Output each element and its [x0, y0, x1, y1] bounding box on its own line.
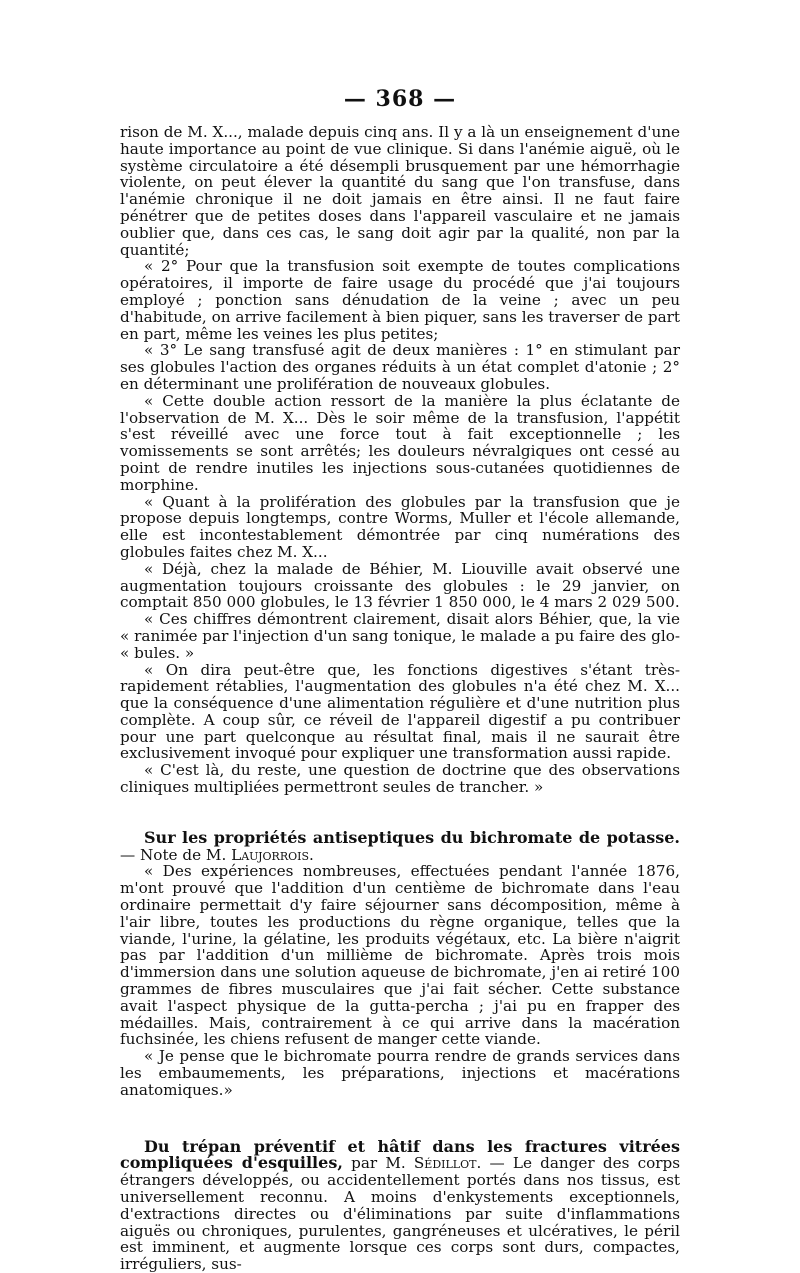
- paragraph-point-3: « 3° Le sang transfusé agit de deux manières : 1° en stimulant par ses globules l'action des organes réduits à un état complet d'atonie ; 2° en déterminant une prolifération de nouveaux globules.: [120, 341, 680, 393]
- paragraph-proliferation: « Quant à la prolifération des globules par la transfusion que je propose depuis longtemps, contre Worms, Muller et l'école allemande, elle est incontestablement démontrée par cinq numérations des globules faites chez M. X...: [120, 492, 680, 561]
- paragraph-digestive: « On dira peut-être que, les fonctions digestives s'étant très-rapidement rétablies, l'augmentation des globules n'a été chez M. X... que la conséquence d'une alimentation régulière et d'une nutrition plus complète. A coup sûr, ce réveil de l'appareil digestif a pu contribuer pour une part quelconque au résultat final, mais il ne saurait être exclusivement invoqué pour expliquer une transformation aussi rapide.: [120, 660, 680, 763]
- paragraph-experiments: « Des expériences nombreuses, effectuées pendant l'année 1876, m'ont prouvé que l'addition d'un centième de bichromate dans l'eau ordinaire permettait d'y faire séjourner sans décomposition, même à l'air libre, toutes les productions du règne organique, telles que la viande, l'urine, la gélatine, les produits végétaux, etc. La bière n'aigrit pas par l'addition d'un millième de bichromate. Après trois mois d'immersion dans une solution aqueuse de bichromate, j'en ai retiré 100 grammes de fibres musculaires que j'ai fait sécher. Cette substance avait l'aspect physique de la gutta-percha ; j'ai pu en frapper des médailles. Mais, contrairement à ce qui arrive dans la macération fuchsinée, les chiens refusent de manger cette viande.: [120, 862, 680, 1049]
- paragraph-continuation: rison de M. X..., malade depuis cinq ans. Il y a là un enseignement d'une haute importance au point de vue clinique. Si dans l'anémie aiguë, où le système circulatoire a été désempli brusquement par une hémorrhagie violente, on peut élever la quantité du sang que l'on transfuse, dans l'anémie chronique il ne doit jamais en être ainsi. Il ne faut faire pénétrer que de petites doses dans l'appareil vasculaire et ne jamais oublier que, dans ces cas, le sang doit agir par la qualité, non par la quantité;: [120, 123, 680, 259]
- paragraph-behier-case: « Déjà, chez la malade de Béhier, M. Liouville avait observé une augmentation toujours croissante des globules : le 29 janvier, on comptait 850 000 globules, le 13 février 1 850 000, le 4 mars 2 029 500.: [120, 559, 680, 612]
- section-heading-bichromate: [120, 827, 680, 864]
- page-number: — 368 —: [343, 86, 457, 112]
- paragraph-doctrine: « C'est là, du reste, une question de doctrine que des observations cliniques multipliées permettront seules de trancher. »: [120, 761, 680, 797]
- section-gap: [120, 796, 680, 830]
- section-gap: [120, 1099, 680, 1139]
- section-trepan: [120, 1136, 681, 1273]
- paragraph-quote-behier: « Ces chiffres démontrent clairement, disait alors Béhier, que, la vie « ranimée par l'injection d'un sang tonique, le malade a pu faire des glo- « bules. »: [120, 610, 680, 662]
- author-name: Sédillot.: [413, 1154, 482, 1173]
- paragraph-embalming: « Je pense que le bichromate pourra rendre de grands services dans les embaumements, les préparations, injections et macérations anatomiques.»: [120, 1047, 680, 1099]
- note-prefix: — Note de M.: [120, 845, 232, 864]
- by-text: par M.: [342, 1154, 414, 1173]
- section-title: Du trépan préventif et hâtif dans les fractures vitrées compliquées d'esquilles,: [120, 1136, 680, 1173]
- paragraph-point-2: « 2° Pour que la transfusion soit exempte de toutes complications opératoires, il importe de faire usage du procédé que j'ai toujours employé ; ponction sans dénudation de la veine ; avec un peu d'habitude, on arrive facilement à bien piquer, sans les traverser de part en part, même les veines les plus petites;: [120, 257, 681, 343]
- author-name: Laujorrois.: [231, 845, 314, 864]
- section-body: — Le danger des corps étrangers développés, ou accidentellement portés dans nos tissus, est universellement reconnu. A moins d'enkystements exceptionnels, d'extractions directes ou d'éliminations par suite d'inflammations aiguës ou chroniques, purulentes, gangréneuses et ulcératives, le péril est imminent, et augmente lorsque ces corps sont durs, compactes, irréguliers, sus-: [120, 1154, 681, 1273]
- section-title: Sur les propriétés antiseptiques du bichromate de potasse.: [144, 827, 680, 847]
- paragraph-double-action: « Cette double action ressort de la manière la plus éclatante de l'observation de M. X... Dès le soir même de la transfusion, l'appétit s'est réveillé avec une force tout à fait exceptionnelle ; les vomissements se sont arrêtés; les douleurs névralgiques ont cessé au point de rendre inutiles les injections sous-cutanées quotidiennes de morphine.: [120, 391, 680, 494]
